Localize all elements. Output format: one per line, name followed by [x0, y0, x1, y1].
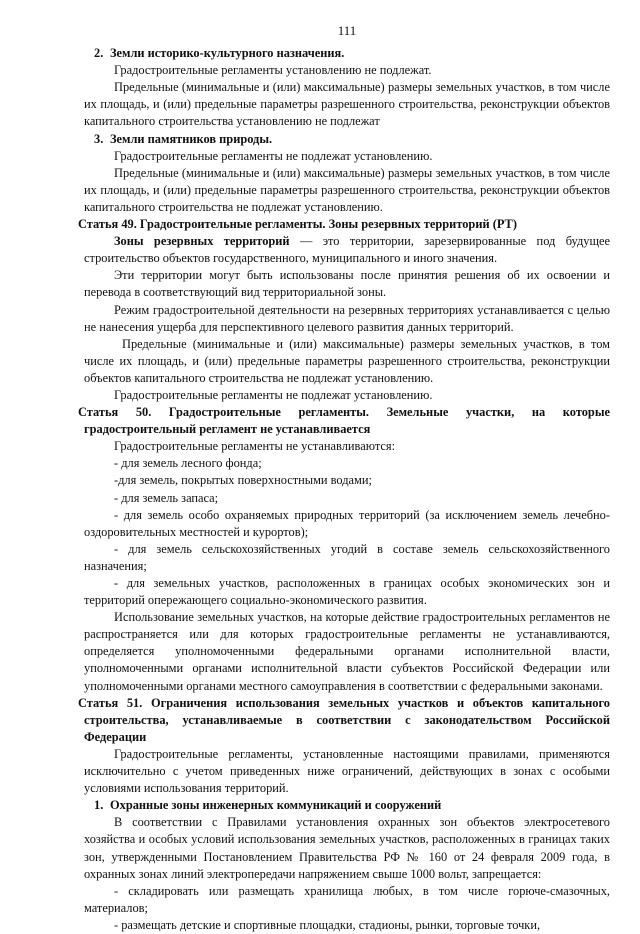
list-item: - для земель запаса; [114, 490, 219, 505]
section-number: 3. [94, 131, 104, 146]
article-51-title-line-1: Статья 51. Ограничения использования земельных участков и объектов капитального [78, 695, 610, 710]
list-item: - для земельных участков, расположенных в границах особых экономических зон и территорий опережающего социально-экономического развития. [84, 576, 610, 608]
paragraph: Градостроительные регламенты не подлежат установлению. [114, 387, 433, 402]
paragraph: Градостроительные регламенты не устанавливаются: [114, 439, 396, 454]
list-item: - размещать детские и спортивные площадки, стадионы, рынки, торговые точки, [114, 917, 541, 932]
paragraph: Предельные (минимальные и (или) максимальные) размеры земельных участков, в том числе их площадь, и (или) предельные параметры разрешенного строительства, реконструкции объектов капитального строительства установлению не подлежат [84, 80, 610, 129]
paragraph: Градостроительные регламенты, установленные настоящими правилами, применяются исключительно с учетом приведенных ниже ограничений, действующих в зонах с особыми условиями использования территорий. [84, 746, 610, 796]
article-51-title-line-2: строительства, устанавливаемые в соответствии с законодательством Российской [84, 712, 610, 727]
article-51-title-line-3: Федерации [84, 729, 147, 744]
subsection-title: Охранные зоны инженерных коммуникаций и сооружений [110, 798, 442, 813]
list-item: - для земель сельскохозяйственных угодий в составе земель сельскохозяйственного назначения; [84, 541, 610, 573]
paragraph: Градостроительные регламенты установлению не подлежат. [114, 63, 432, 78]
article-50-title-line-1: Статья 50. Градостроительные регламенты. Земельные участки, на которые [78, 405, 610, 420]
article-50-title-line-2: градостроительный регламент не устанавливается [84, 422, 371, 437]
paragraph: Предельные (минимальные и (или) максимальные) размеры земельных участков, в том числе их площадь, и (или) предельные параметры разрешенного строительства, реконструкции объектов капитального строительства не подлежат установлению. [84, 165, 610, 214]
term-definition: — это территории, зарезервированные под будущее строительство объектов государственного, муниципального и иного значения. [84, 234, 611, 266]
list-item: - для земель особо охраняемых природных территорий (за исключением земель лечебно-оздоровительных местностей и курортов); [84, 507, 610, 539]
list-item: - для земель лесного фонда; [114, 456, 262, 471]
section-title: Земли памятников природы. [110, 131, 273, 146]
subsection-heading-1 [84, 797, 610, 814]
term: Зоны резервных территорий [114, 234, 290, 249]
list-item: - складировать или размещать хранилища любых, в том числе горюче-смазочных, материалов; [84, 883, 610, 915]
paragraph: Градостроительные регламенты не подлежат установлению. [114, 148, 433, 163]
section-heading-2 [84, 45, 610, 62]
section-heading-3 [84, 131, 610, 148]
document-page [78, 22, 611, 934]
paragraph: В соответствии с Правилами установления охранных зон объектов электросетевого хозяйства и особых условий использования земельных участков, расположенных в границах таких зон, утвержденными Постановлением Правительства РФ № 160 от 24 февраля 2009 года, в охранных зонах линий электропередачи напряжением свыше 1000 вольт, запрещается: [84, 815, 610, 881]
article-49-title: Статья 49. Градостроительные регламенты. Зоны резервных территорий (РТ) [78, 217, 517, 232]
paragraph: Использование земельных участков, на которые действие градостроительных регламентов не распространяется или для которых градостроительные регламенты не устанавливаются, определяется уполномоченными федеральными органами исполнительной власти, уполномоченными органами исполнительной власти субъектов Российской Федерации или уполномоченными органами местного самоуправления в соответствии с федеральными законами. [84, 610, 610, 693]
paragraph: Предельные (минимальные и (или) максимальные) размеры земельных участков, в том числе их площадь, и (или) предельные параметры разрешенного строительства, реконструкции объектов капитального строительства не подлежат установлению. [84, 336, 610, 385]
paragraph: Эти территории могут быть использованы после принятия решения об их освоении и перевода в соответствующий вид территориальной зоны. [84, 268, 610, 300]
list-item: -для земель, покрытых поверхностными водами; [114, 473, 372, 488]
paragraph: Режим градостроительной деятельности на резервных территориях устанавливается с целью не нанесения ущерба для перспективного целевого развития данных территорий. [84, 302, 610, 334]
paragraph [84, 233, 610, 267]
page-number: 111 [337, 23, 357, 38]
section-title: Земли историко-культурного назначения. [110, 46, 345, 61]
subsection-number: 1. [94, 798, 104, 813]
section-number: 2. [94, 46, 104, 61]
